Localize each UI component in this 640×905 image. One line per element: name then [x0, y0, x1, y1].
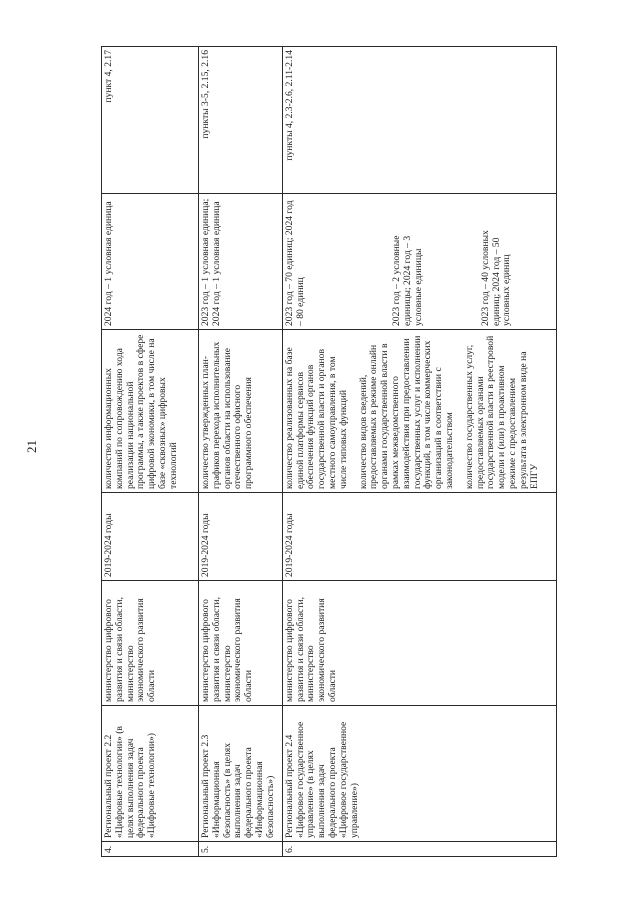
project-name: Региональный проект 2.3 «Информационная безопасность» (в целях выполнения задач федерального проекта «Информационная безопасность») [198, 706, 282, 842]
indicator: количество утвержденных план-графиков перехода исполнительных органов области на использование отечественного офисного программного обеспечения [198, 330, 282, 493]
page-number: 21 [24, 440, 39, 453]
indicator: количество видов сведений, предоставляемых в режиме онлайн органами государственной власти в рамках межведомственного взаимодействия при предоставлении государственных услуг и исполнении функций, в том числе коммерческих организаций в соответствии с законодательством [357, 335, 456, 489]
target-value: 2024 год – 1 условная единица [102, 194, 199, 330]
row-number: 6. [282, 842, 556, 857]
target-value: 2023 год – 70 единиц; 2024 год – 80 единиц [283, 200, 306, 326]
row-number: 4. [102, 842, 199, 857]
indicator: количество информационных компаний по сопровождению хода реализации национальной программы, а также проектов в сфере цифровой экономики, в том числе на базе «сквозных» цифровых технологий [102, 330, 199, 493]
indicators-cell [282, 330, 556, 493]
target-value: 2023 год – 1 условная единица; 2024 год – 1 условная единица [198, 194, 282, 330]
period: 2019-2024 годы [198, 493, 282, 581]
table-row [282, 47, 556, 857]
table-row [198, 47, 282, 857]
executor: министерство цифрового развития и связи области, министерство экономического развития области [198, 581, 282, 706]
rotated-table-container [101, 47, 557, 857]
target-values-cell [282, 194, 556, 330]
executor: министерство цифрового развития и связи области, министерство экономического развития области [282, 581, 556, 706]
reference-points: пункт 4, 2.17 [102, 47, 199, 194]
row-number: 5. [198, 842, 282, 857]
period: 2019-2024 годы [102, 493, 199, 581]
target-value: 2023 год – 2 условные единицы; 2024 год – 3 условные единицы [391, 235, 425, 326]
program-table [101, 46, 557, 857]
reference-points: пункты 4, 2.3-2.6, 2.11-2.14 [282, 47, 556, 194]
project-name: Региональный проект 2.4 «Цифровое государственное управление» (в целях выполнения задач федерального проекта «Цифровое государственное управление») [282, 706, 556, 842]
reference-points: пункты 3-5, 2.15, 2.16 [198, 47, 282, 194]
target-value: 2023 год – 40 условных единиц; 2024 год – 50 условных единиц [479, 230, 513, 326]
project-name: Региональный проект 2.2 «Цифровые технологии» (в целях выполнения задач федерального проекта «Цифровые технологии») [102, 706, 199, 842]
table-row [102, 47, 199, 857]
indicator: количество реализованных на базе единой платформы сервисов обеспечения функций органов государственной власти и органов местного самоуправления, в том числе типовых функций [283, 347, 349, 489]
period: 2019-2024 годы [282, 493, 556, 581]
indicator: количество государственных услуг, предоставляемых органами государственной власти в реестровой модели и (или) в проактивном режиме с предоставлением результата в электронном виде на ЕПГУ [463, 335, 540, 489]
executor: министерство цифрового развития и связи области, министерство экономического развития области [102, 581, 199, 706]
